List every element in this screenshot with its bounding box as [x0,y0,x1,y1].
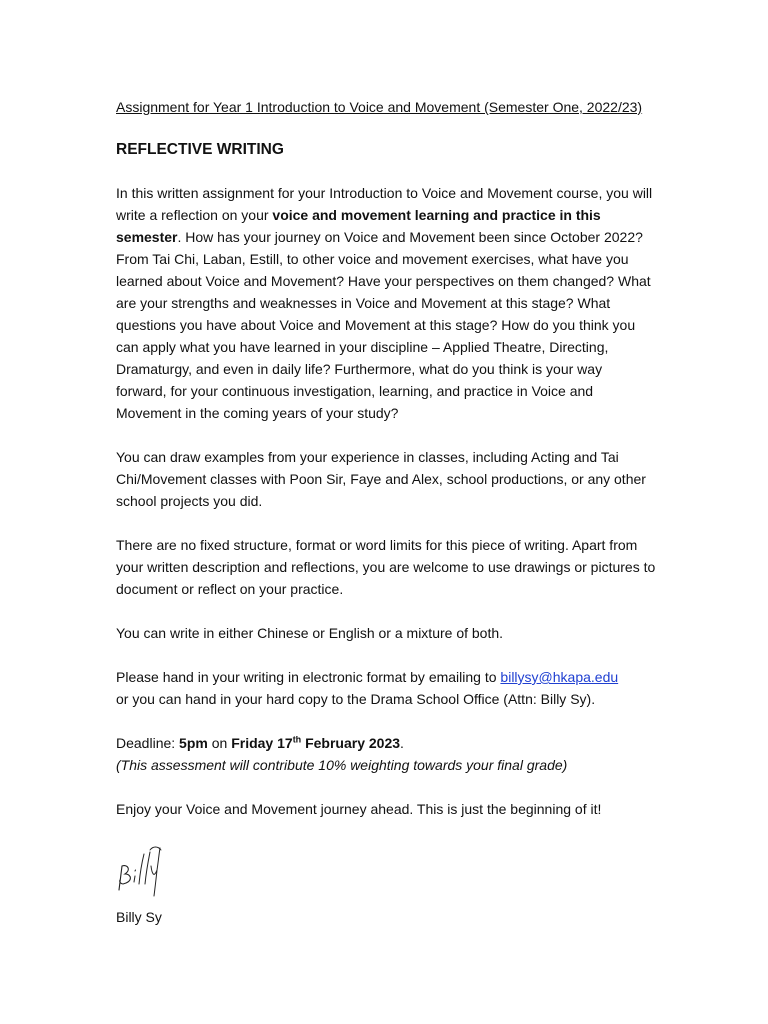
paragraph-introduction [116,182,656,424]
document-body [116,96,656,820]
deadline-period: . [400,735,404,751]
paragraph-examples: You can draw examples from your experience in classes, including Acting and Tai Chi/Movement classes with Poon Sir, Faye and Alex, school productions, or any other school projects you did. [116,449,646,509]
paragraph-introduction-text-b: . How has your journey on Voice and Movement been since October 2022? From Tai Chi, Laban, Estill, to other voice and movement exercises, what have you learned about Voice and Movement? Have your perspectives on them changed? What are your strengths and weaknesses in Voice and Movement at this stage? What questions you have about Voice and Movement at this stage? How do you think you can apply what you have learned in your discipline – Applied Theatre, Directing, Dramaturgy, and even in daily life? Furthermore, what do you think is your way forward, for your continuous investigation, learning, and practice in Voice and Movement in the coming years of your study? [116,229,651,421]
paragraph-language: You can write in either Chinese or English or a mixture of both. [116,625,504,641]
assignment-heading: Assignment for Year 1 Introduction to Voice and Movement (Semester One, 2022/23) [116,99,643,115]
paragraph-format: There are no fixed structure, format or word limits for this piece of writing. Apart from your written description and reflections, you are welcome to use drawings or pictures to document or reflect on your practice. [116,537,656,597]
signature-image [116,844,164,900]
deadline-label: Deadline: [116,735,180,751]
submission-text-a: Please hand in your writing in electronic format by emailing to [116,669,501,685]
deadline-line [116,732,656,754]
deadline-date-month-year: February 2023 [301,735,401,751]
submission-text-b: or you can hand in your hard copy to the Drama School Office (Attn: Billy Sy). [116,691,596,707]
document-title: REFLECTIVE WRITING [116,141,284,158]
paragraph-introduction-text-a: In this written assignment for your Introduction to Voice and Movement course, you will write a reflection on your [116,185,653,223]
paragraph-submission [116,666,656,710]
email-link[interactable]: billysy@hkapa.edu [500,669,619,685]
deadline-date-ordinal: th [292,734,302,745]
deadline-date [231,735,400,751]
closing-line: Enjoy your Voice and Movement journey ahead. This is just the beginning of it! [116,801,602,817]
deadline-time: 5pm [179,735,208,751]
deadline-on: on [207,735,232,751]
paragraph-introduction-emphasis: voice and movement learning and practice in this semester [116,207,601,245]
deadline-date-day: Friday 17 [231,735,293,751]
signer-name: Billy Sy [116,909,162,925]
deadline-note: (This assessment will contribute 10% weighting towards your final grade) [116,757,568,773]
